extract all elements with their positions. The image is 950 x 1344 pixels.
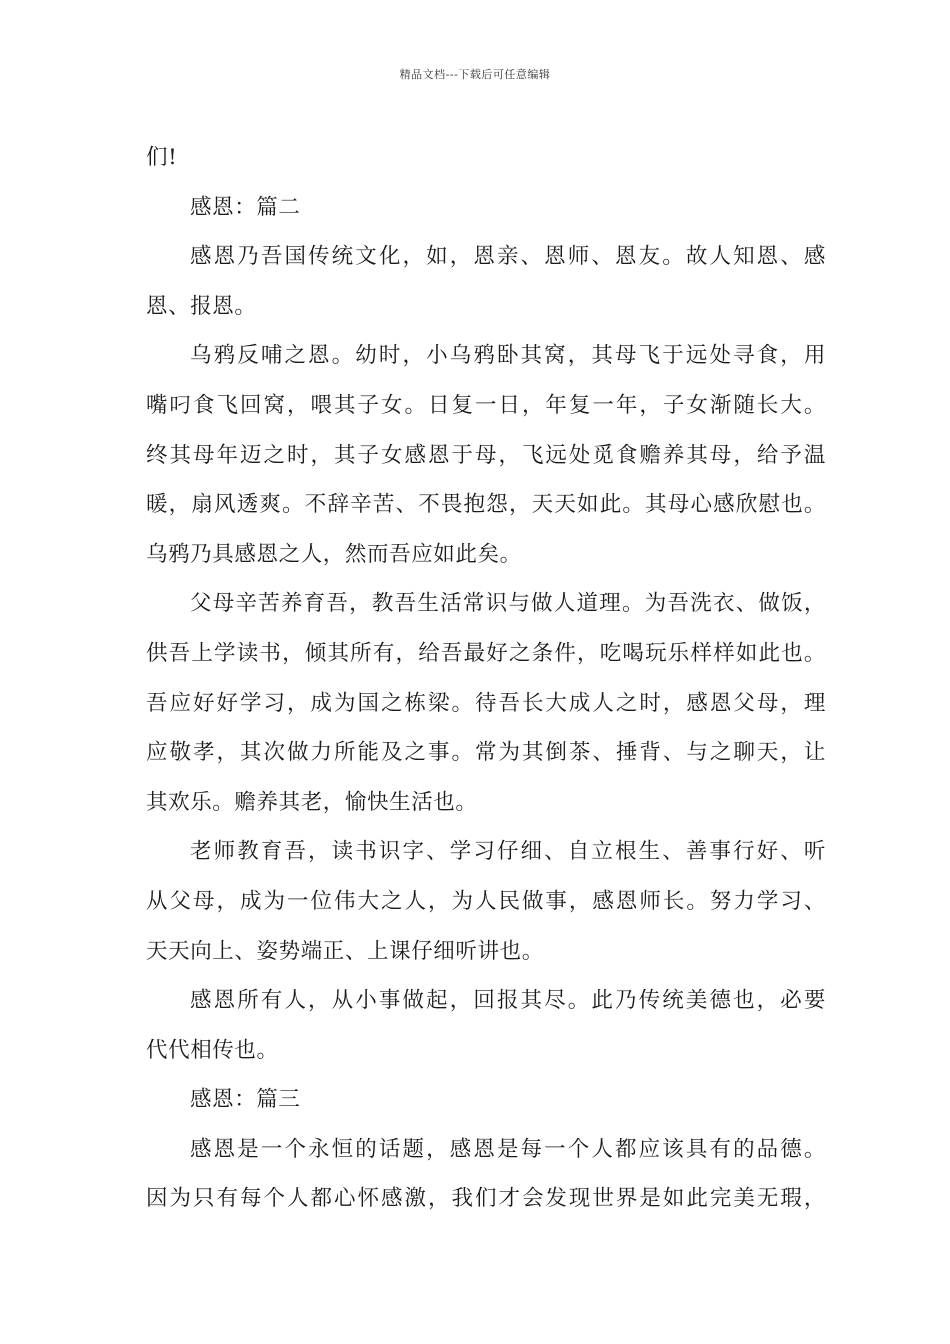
text-line: 感恩：篇三 xyxy=(190,1087,301,1113)
text-line: 感恩所有人，从小事做起，回报其尽。此乃传统美德也，必要 xyxy=(190,988,826,1014)
text-line: 们! xyxy=(146,145,178,170)
text-line: 老师教育吾，读书识字、学习仔细、自立根生、善事行好、听 xyxy=(190,839,826,865)
text-line: 暖，扇风透爽。不辞辛苦、不畏抱怨，天天如此。其母心感欣慰也。 xyxy=(146,492,826,518)
text-line: 供吾上学读书，倾其所有，给吾最好之条件，吃喝玩乐样样如此也。 xyxy=(146,640,826,666)
text-line: 乌鸦乃具感恩之人，然而吾应如此矣。 xyxy=(146,541,522,567)
text-line: 恩、报恩。 xyxy=(146,293,257,319)
page-header: 精品文档---下载后可任意编辑 xyxy=(399,68,551,81)
body-text xyxy=(146,133,826,1224)
text-line: 父母辛苦养育吾，教吾生活常识与做人道理。为吾洗衣、做饭， xyxy=(190,591,826,617)
text-line: 感恩：篇二 xyxy=(190,194,301,220)
text-line: 应敬孝，其次做力所能及之事。常为其倒茶、捶背、与之聊天，让 xyxy=(146,740,826,766)
text-line: 感恩乃吾国传统文化，如，恩亲、恩师、恩友。故人知恩、感 xyxy=(190,244,826,270)
text-line: 终其母年迈之时，其子女感恩于母，飞远处觅食赡养其母，给予温 xyxy=(146,442,826,468)
text-line: 因为只有每个人都心怀感激，我们才会发现世界是如此完美无瑕， xyxy=(146,1186,826,1212)
text-line: 其欢乐。赡养其老，愉快生活也。 xyxy=(146,789,478,815)
text-line: 从父母，成为一位伟大之人，为人民做事，感恩师长。努力学习、 xyxy=(146,888,826,914)
text-line: 嘴叼食飞回窝，喂其子女。日复一日，年复一年，子女渐随长大。 xyxy=(146,392,826,418)
text-line: 感恩是一个永恒的话题，感恩是每一个人都应该具有的品德。 xyxy=(190,1136,826,1162)
text-line: 天天向上、姿势端正、上课仔细听讲也。 xyxy=(146,938,544,964)
text-line: 代代相传也。 xyxy=(146,1037,279,1063)
text-line: 吾应好好学习，成为国之栋梁。待吾长大成人之时，感恩父母，理 xyxy=(146,690,826,716)
text-line: 乌鸦反哺之恩。幼时，小乌鸦卧其窝，其母飞于远处寻食，用 xyxy=(190,343,826,369)
